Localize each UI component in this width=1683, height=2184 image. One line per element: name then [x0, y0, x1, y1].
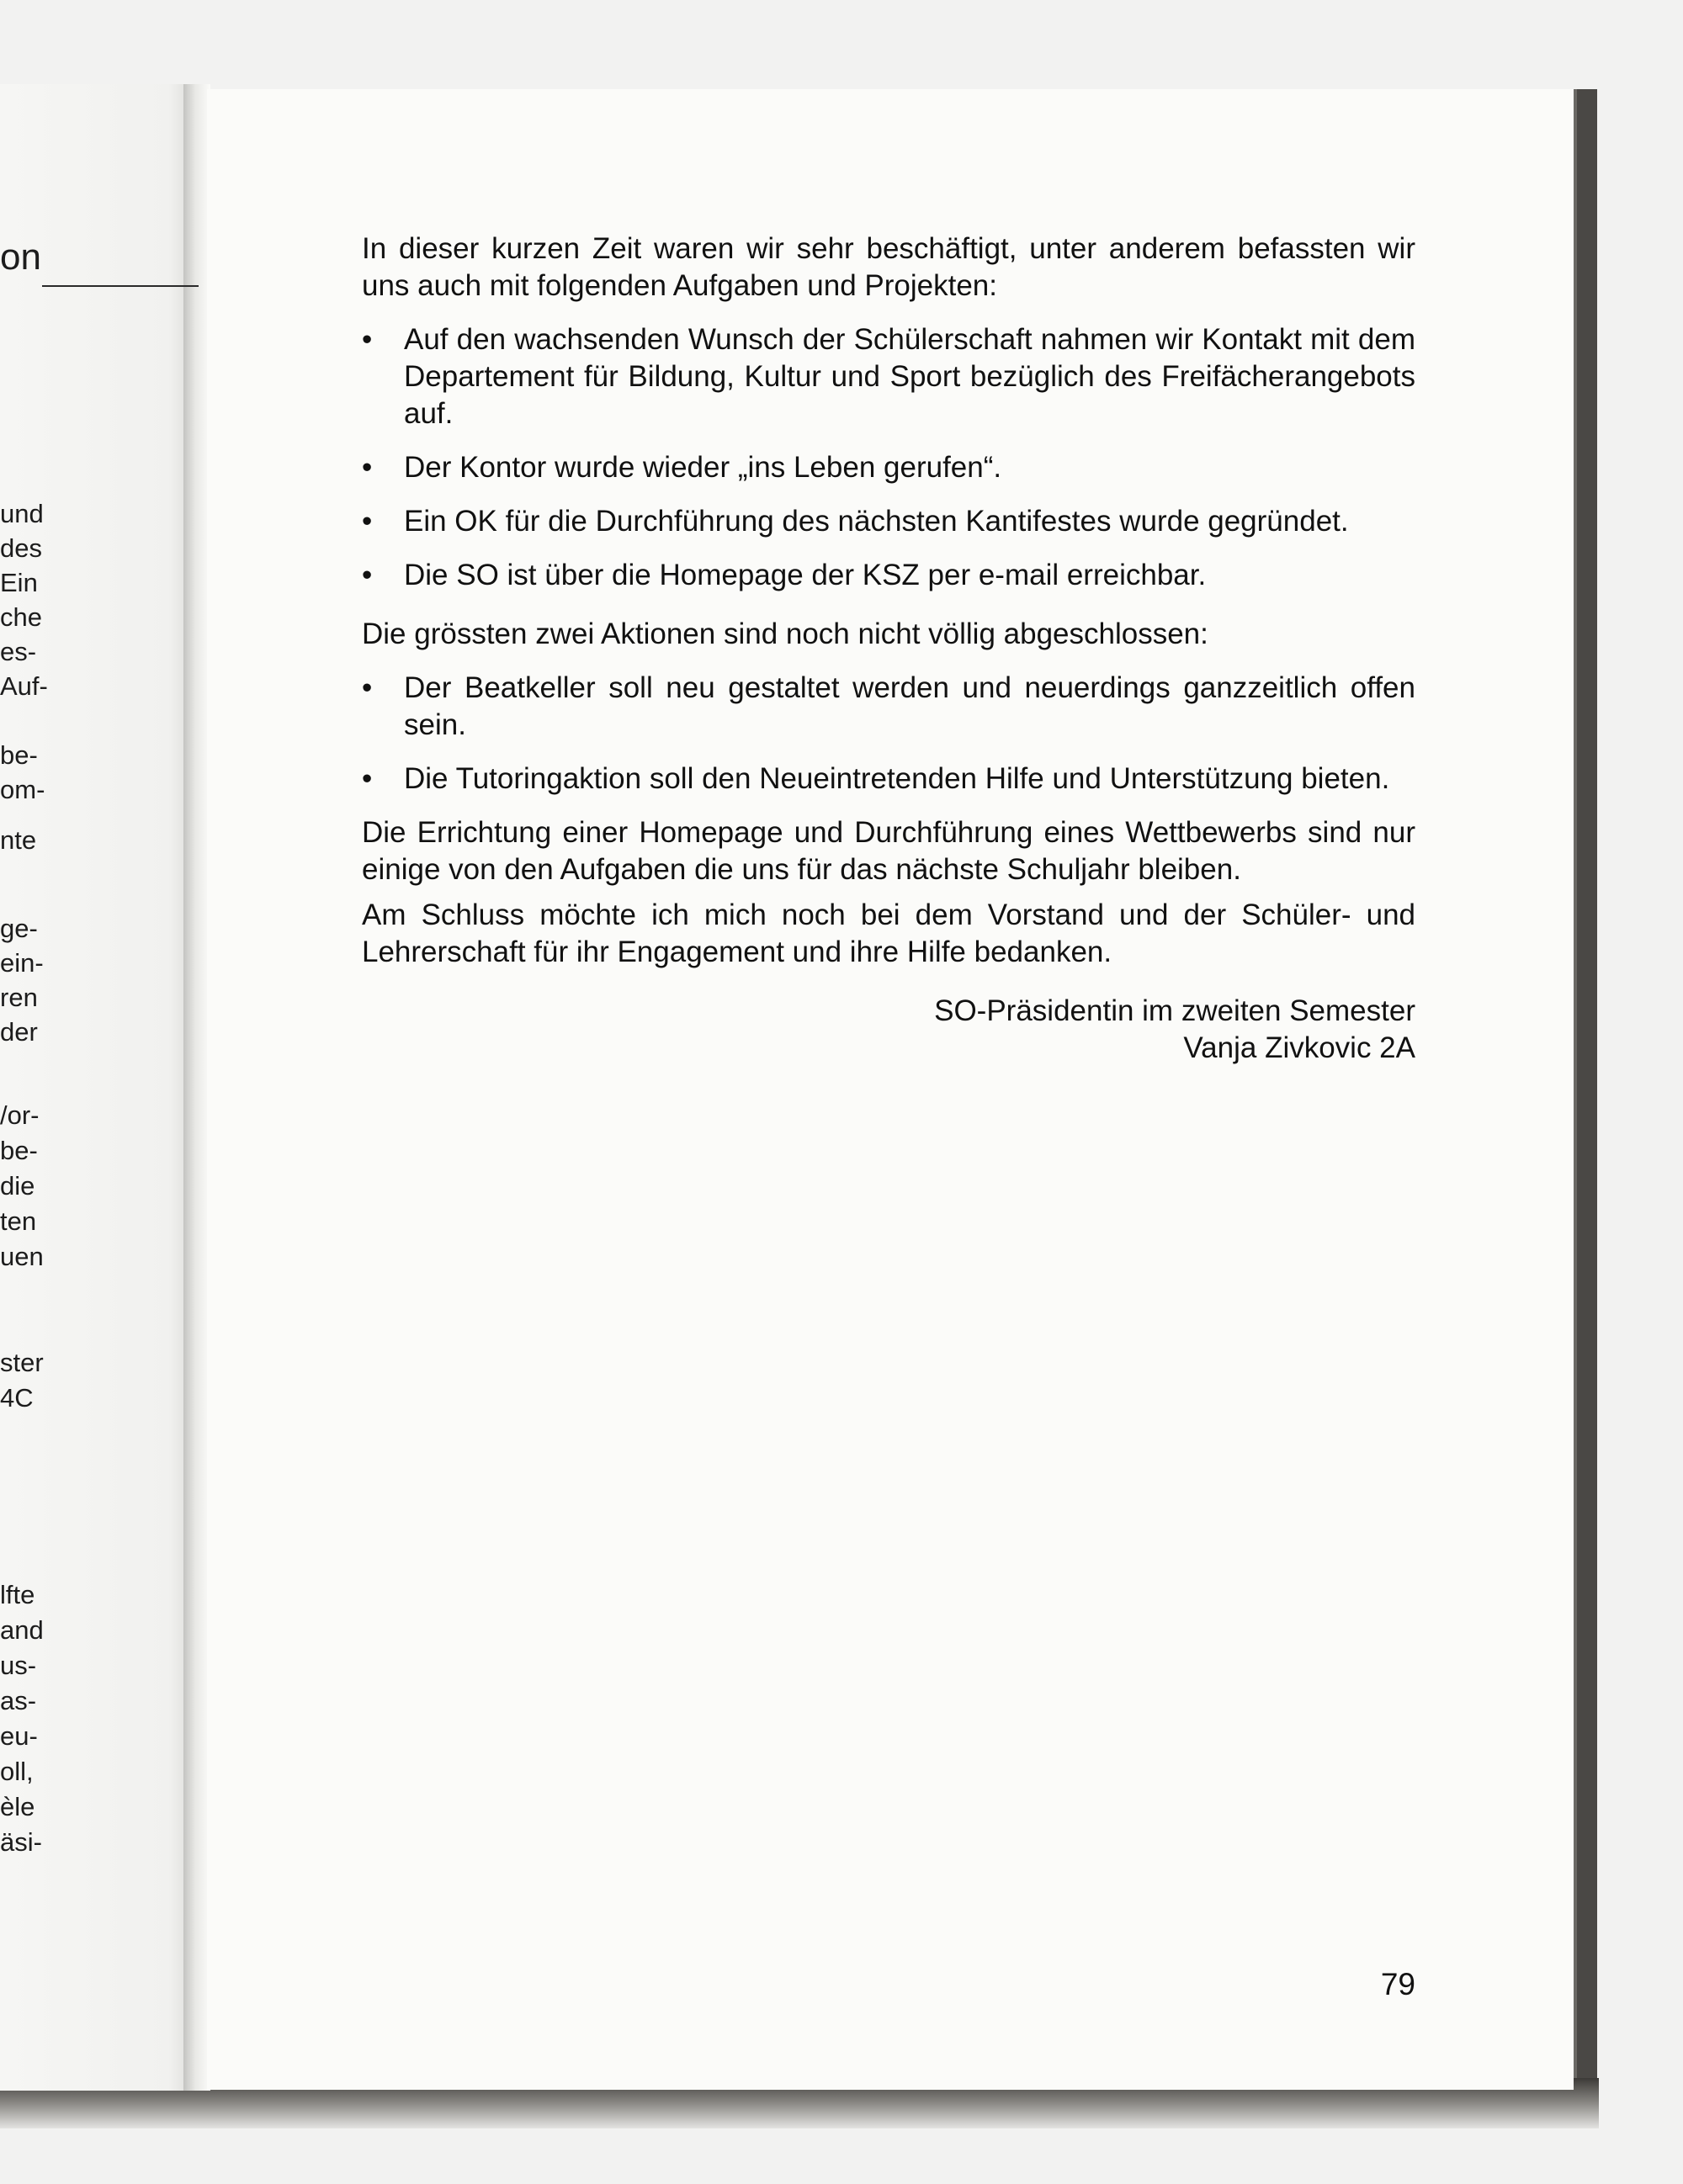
- page-content: [362, 231, 1415, 1067]
- list-item: • Die SO ist über die Homepage der KSZ per e-mail erreichbar.: [362, 557, 1415, 594]
- facing-page-fragment: des: [0, 533, 42, 563]
- list-item: • Ein OK für die Durchführung des nächsten Kantifestes wurde gegründet.: [362, 503, 1415, 540]
- facing-page-fragment: che: [0, 602, 42, 632]
- tasks-list: [362, 321, 1415, 594]
- facing-page-fragment: as-: [0, 1686, 37, 1715]
- facing-page-fragment: nte: [0, 825, 37, 855]
- facing-page-fragment: Auf-: [0, 671, 48, 701]
- book-page-stack-right: [1575, 89, 1597, 2095]
- facing-page: [0, 84, 199, 2091]
- page-gutter: [183, 84, 210, 2091]
- facing-page-fragment: /or-: [0, 1100, 40, 1130]
- facing-page-fragment: oll,: [0, 1757, 34, 1786]
- facing-page-fragment: ten: [0, 1206, 37, 1236]
- facing-page-fragment: us-: [0, 1651, 37, 1680]
- facing-page-fragment: om-: [0, 775, 45, 804]
- homepage-paragraph: Die Errichtung einer Homepage und Durchführung eines Wettbewerbs sind nur einige von den Aufgaben die uns für das nächste Schuljahr bleiben.: [362, 816, 1415, 886]
- facing-page-fragment: ein-: [0, 948, 44, 978]
- page-number: 79: [1380, 1967, 1415, 2001]
- facing-page-fragment: ge-: [0, 914, 38, 943]
- intro-paragraph: In dieser kurzen Zeit waren wir sehr beschäftigt, unter anderem befassten wir uns auch mit folgenden Aufgaben und Projekten:: [362, 232, 1415, 302]
- facing-page-fragment: die: [0, 1171, 35, 1201]
- list-item: • Auf den wachsenden Wunsch der Schülerschaft nahmen wir Kontakt mit dem Departement für Bildung, Kultur und Sport bezüglich des Freifächerangebots auf.: [362, 321, 1415, 432]
- facing-page-fragment: lfte: [0, 1580, 35, 1609]
- list-item: • Die Tutoringaktion soll den Neueintretenden Hilfe und Unterstützung bieten.: [362, 761, 1415, 798]
- open-actions-heading: Die grössten zwei Aktionen sind noch nicht völlig abgeschlossen:: [362, 618, 1208, 650]
- facing-page-fragment: be-: [0, 1136, 38, 1165]
- facing-page-fragment: äsi-: [0, 1827, 42, 1857]
- facing-page-fragment: der: [0, 1017, 38, 1047]
- signature-name: Vanja Zivkovic 2A: [1183, 1031, 1415, 1064]
- facing-page-fragment: eu-: [0, 1721, 38, 1751]
- facing-page-fragment: uen: [0, 1242, 44, 1271]
- list-item: • Der Kontor wurde wieder „ins Leben gerufen“.: [362, 449, 1415, 486]
- facing-page-fragment: be-: [0, 740, 38, 770]
- list-item: • Der Beatkeller soll neu gestaltet werden und neuerdings ganzzeitlich offen sein.: [362, 670, 1415, 744]
- open-actions-list: [362, 670, 1415, 798]
- facing-page-fragment: on: [0, 236, 41, 278]
- facing-page-fragment: es-: [0, 637, 37, 666]
- facing-page-fragment: und: [0, 499, 44, 528]
- facing-page-fragment: ster: [0, 1348, 44, 1377]
- facing-page-fragment: and: [0, 1615, 44, 1645]
- facing-page-fragment: Ein: [0, 568, 38, 597]
- signature-role: SO-Präsidentin im zweiten Semester: [934, 994, 1415, 1027]
- facing-page-fragment: èle: [0, 1792, 35, 1821]
- facing-page-fragment: 4C: [0, 1383, 34, 1413]
- thanks-paragraph: Am Schluss möchte ich mich noch bei dem Vorstand und der Schüler- und Lehrerschaft für ihr Engagement und ihre Hilfe bedanken.: [362, 899, 1415, 968]
- facing-page-fragment: ren: [0, 983, 38, 1012]
